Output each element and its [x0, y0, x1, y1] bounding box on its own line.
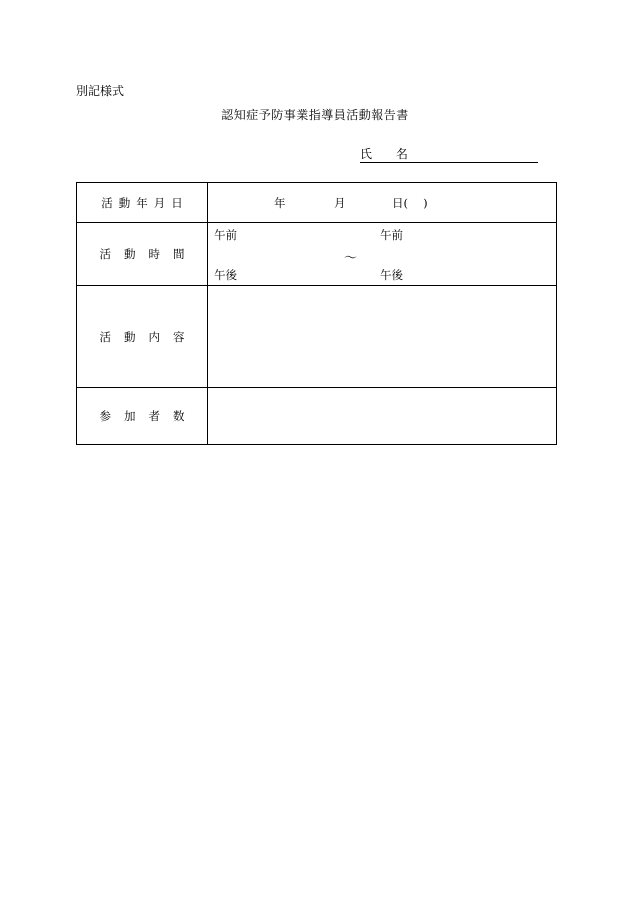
table-row [77, 388, 557, 445]
pm-end-label: 午後 [380, 268, 403, 282]
year-label: 年 [274, 196, 286, 210]
activity-time-header [77, 223, 208, 286]
row-label: 活動年月日 [101, 195, 189, 210]
activity-content-cell[interactable] [208, 286, 557, 388]
name-field[interactable] [360, 146, 538, 163]
form-label: 別記様式 [76, 84, 125, 98]
participants-cell[interactable] [208, 388, 557, 445]
report-table [76, 182, 557, 445]
activity-content-header [77, 286, 208, 388]
row-label: 活動時間 [99, 247, 198, 261]
am-end-label: 午前 [380, 228, 403, 242]
table-row [77, 223, 557, 286]
row-label: 活動内容 [99, 329, 198, 344]
activity-time-cell[interactable] [208, 223, 557, 286]
tilde-separator: ～ [344, 251, 358, 266]
document-title: 認知症予防事業指導員活動報告書 [221, 108, 409, 122]
table-row [77, 286, 557, 388]
day-label: 日( ) [392, 196, 428, 210]
row-label: 参加者数 [99, 409, 198, 423]
pm-start-label: 午後 [214, 268, 237, 282]
name-label: 氏 名 [360, 147, 418, 161]
table-row [77, 183, 557, 223]
participants-header [77, 388, 208, 445]
activity-date-header [77, 183, 208, 223]
am-start-label: 午前 [214, 228, 237, 242]
month-label: 月 [334, 196, 346, 210]
activity-date-cell[interactable] [208, 183, 557, 223]
